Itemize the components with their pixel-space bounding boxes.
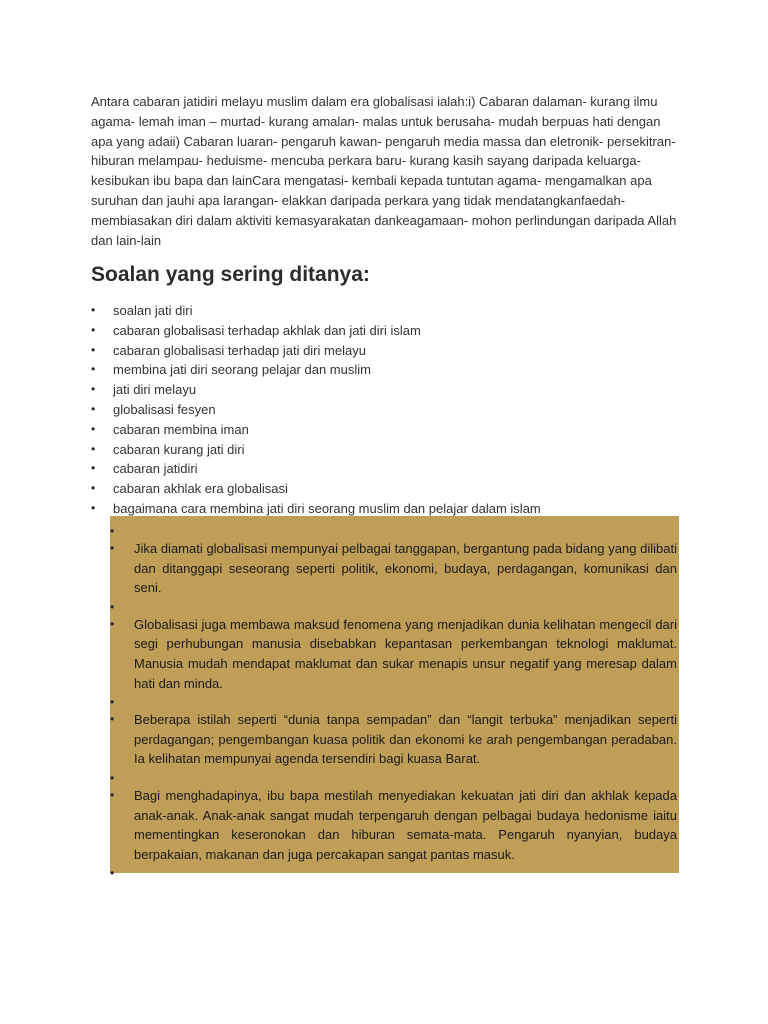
faq-item: • cabaran jatidiri	[91, 459, 681, 479]
empty-bullet	[110, 693, 677, 710]
faq-item: • jati diri melayu	[91, 380, 681, 400]
faq-item: • bagaimana cara membina jati diri seorang muslim dan pelajar dalam islam	[91, 499, 681, 519]
intro-paragraph: Antara cabaran jatidiri melayu muslim dalam era globalisasi ialah:i) Cabaran dalaman- kurang ilmu agama- lemah iman – murtad- kurang amalan- malas untuk berusaha- mudah berpuas hati dengan apa yang adaii) Cabaran luaran- pengaruh kawan- pengaruh media massa dan eletronik- persekitran- hiburan melampau- heduisme- mencuba perkara baru- kurang kasih sayang daripada keluarga- kesibukan ibu bapa dan lainCara mengatasi- kembali kepada tuntutan agama- mengamalkan apa suruhan dan jauhi apa larangan- elakkan daripada perkara yang tidak mendatangkanfaedah- membiasakan diri dalam aktiviti kemasyarakatan dankeagamaan- mohon perlindungan daripada Allah dan lain-lain	[91, 94, 677, 248]
faq-item: • soalan jati diri	[91, 301, 681, 321]
box-paragraph: • Beberapa istilah seperti “dunia tanpa sempadan” dan “langit terbuka” menjadikan seperti perdagangan; pengembangan kuasa politik dan ekonomi ke arah pengembangan peradaban. Ia kelihatan mempunyai agenda tersendiri bagi kuasa Barat.	[110, 710, 677, 769]
faq-item: • globalisasi fesyen	[91, 400, 681, 420]
box-paragraph: • Jika diamati globalisasi mempunyai pelbagai tanggapan, bergantung pada bidang yang dilibati dan ditanggapi seseorang seperti politik, ekonomi, budaya, perdagangan, komunikasi dan seni.	[110, 539, 677, 598]
faq-item: • cabaran kurang jati diri	[91, 440, 681, 460]
faq-item: • cabaran akhlak era globalisasi	[91, 479, 681, 499]
highlight-box	[110, 516, 679, 873]
empty-bullet	[110, 769, 677, 786]
faq-heading: Soalan yang sering ditanya:	[91, 263, 370, 286]
box-paragraph: • Bagi menghadapinya, ibu bapa mestilah menyediakan kekuatan jati diri dan akhlak kepada anak-anak. Anak-anak sangat mudah terpengaruh dengan pelbagai budaya hedonisme iaitu mementingkan keseronokan dan hiburan semata-mata. Pengaruh nyanyian, budaya berpakaian, makanan dan juga percakapan sangat pantas masuk.	[110, 786, 677, 864]
empty-bullet	[110, 598, 677, 615]
faq-item: • membina jati diri seorang pelajar dan muslim	[91, 360, 681, 380]
faq-list	[91, 301, 681, 519]
faq-item: • cabaran globalisasi terhadap akhlak dan jati diri islam	[91, 321, 681, 341]
faq-item: • cabaran membina iman	[91, 420, 681, 440]
box-paragraph: • Globalisasi juga membawa maksud fenomena yang menjadikan dunia kelihatan mengecil dari segi perhubungan manusia disebabkan kepantasan perkembangan teknologi maklumat. Manusia mudah mendapat maklumat dan sukar menapis unsur negatif yang meresap dalam hati dan minda.	[110, 615, 677, 693]
highlight-list	[110, 516, 679, 881]
empty-bullet	[110, 522, 677, 539]
faq-item: • cabaran globalisasi terhadap jati diri melayu	[91, 341, 681, 361]
empty-bullet	[110, 864, 677, 881]
